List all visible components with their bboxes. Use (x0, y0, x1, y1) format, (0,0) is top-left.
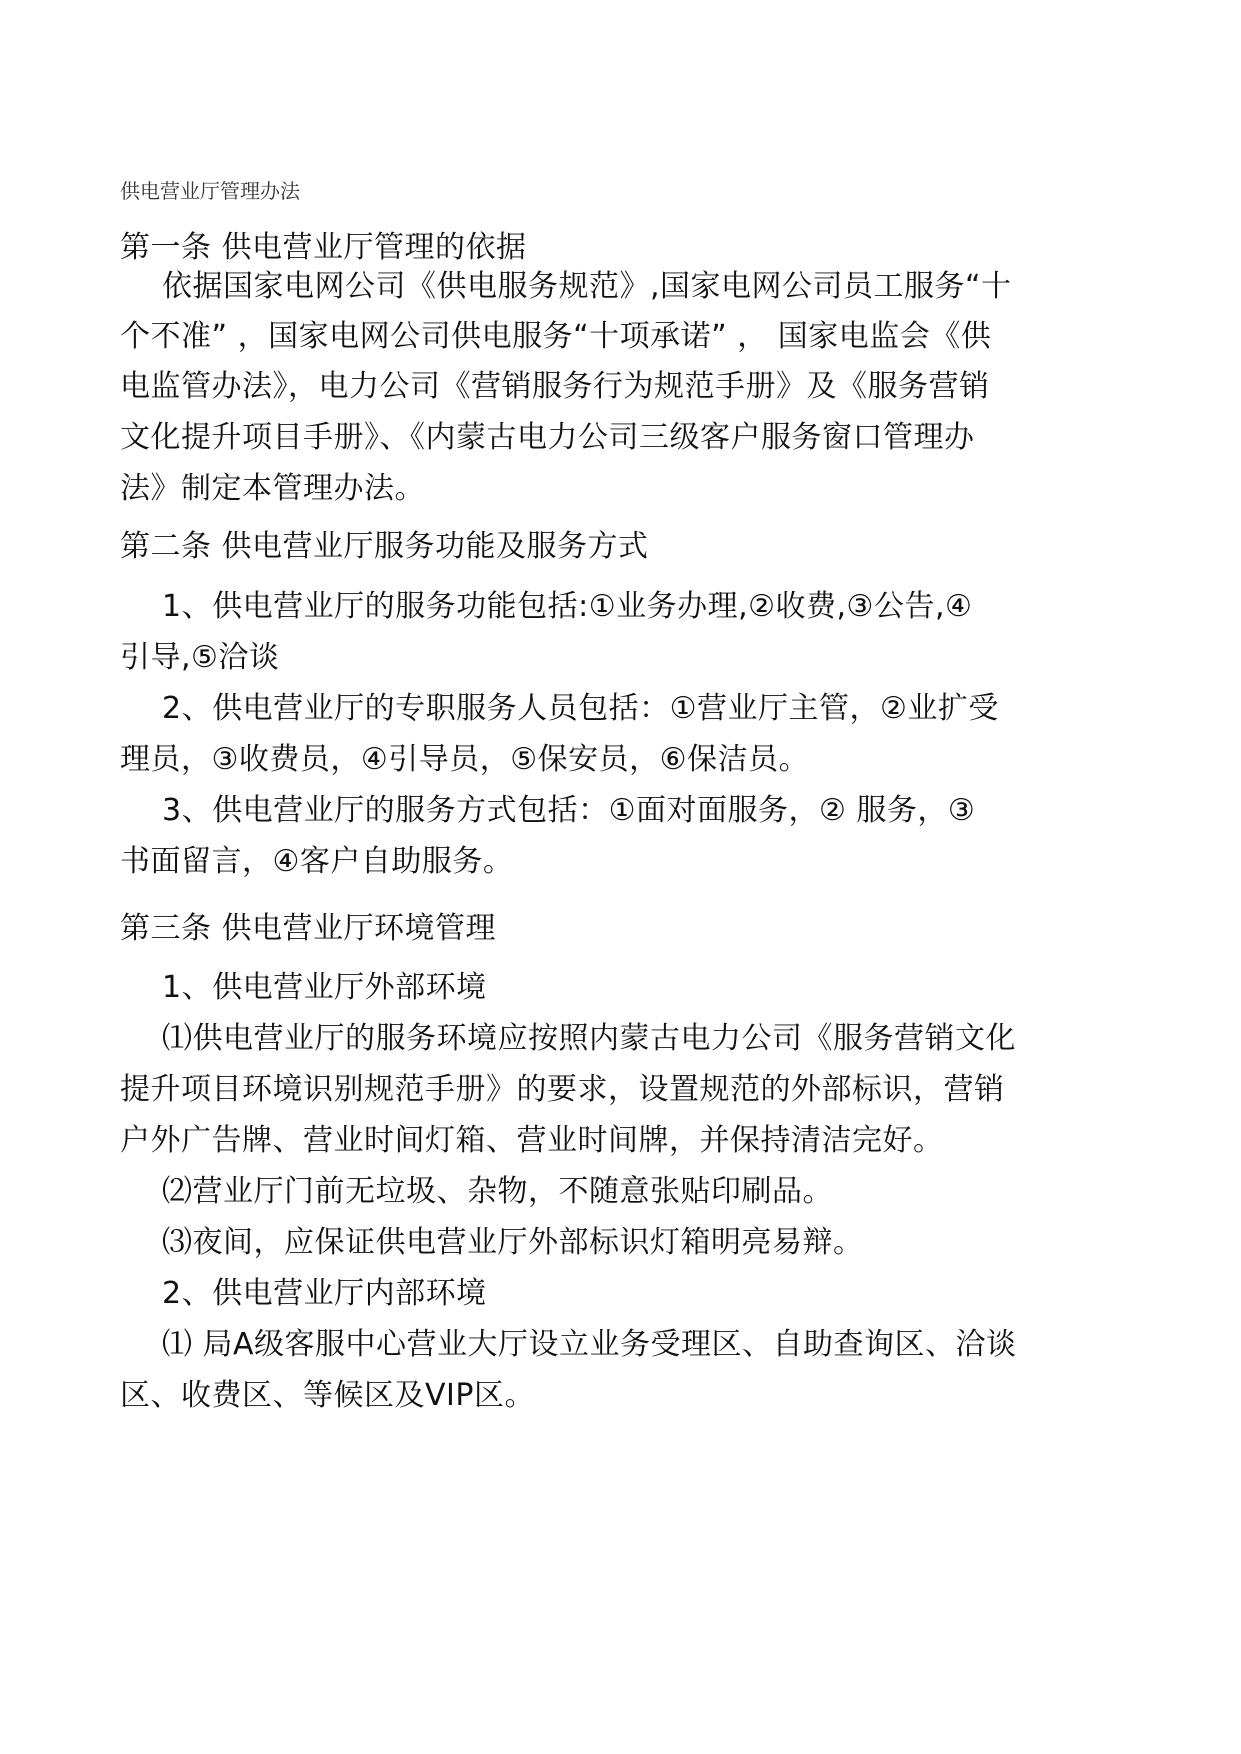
article-1-paragraph-line-2: 个不准” ，国家电网公司供电服务“十项承诺” ， 国家电监会《供 (120, 319, 992, 354)
article-3-section-1-item-1-line-1: ⑴供电营业厅的服务环境应按照内蒙古电力公司《服务营销文化 (162, 1021, 1016, 1056)
article-3-section-2-item-1-line-2: 区、收费区、等候区及VIP区。 (120, 1378, 535, 1413)
article-2-item-1-line-1: 1、供电营业厅的服务功能包括:①业务办理,②收费,③公告,④ (162, 589, 973, 624)
article-3-section-1-item-2: ⑵营业厅门前无垃圾、杂物，不随意张贴印刷品。 (162, 1174, 833, 1209)
article-2-item-2-line-2: 理员，③收费员，④引导员，⑤保安员，⑥保洁员。 (120, 742, 810, 777)
article-2-item-1-line-2: 引导,⑤洽谈 (120, 640, 280, 675)
article-3-section-1-item-3: ⑶夜间，应保证供电营业厅外部标识灯箱明亮易辩。 (162, 1225, 864, 1260)
article-3-section-1-heading: 1、供电营业厅外部环境 (162, 970, 487, 1005)
article-2-item-3-line-2: 书面留言，④客户自助服务。 (120, 844, 514, 879)
article-2-item-2-line-1: 2、供电营业厅的专职服务人员包括：①营业厅主管，②业扩受 (162, 691, 999, 726)
article-3-section-1-item-1-line-3: 户外广告牌、营业时间灯箱、营业时间牌，并保持清洁完好。 (120, 1123, 944, 1158)
article-1-paragraph-line-5: 法》制定本管理办法。 (120, 471, 425, 506)
article-3-heading: 第三条 供电营业厅环境管理 (120, 911, 497, 946)
article-1-heading: 第一条 供电营业厅管理的依据 (120, 230, 527, 265)
article-3-section-2-item-1-line-1: ⑴ 局A级客服中心营业大厅设立业务受理区、自助查询区、洽谈 (162, 1327, 1017, 1362)
article-1-paragraph-line-3: 电监管办法》，电力公司《营销服务行为规范手册》及《服务营销 (120, 369, 990, 404)
article-1-paragraph-line-1: 依据国家电网公司《供电服务规范》,国家电网公司员工服务“十 (162, 269, 1012, 304)
article-1-paragraph-line-4: 文化提升项目手册》、《内蒙古电力公司三级客户服务窗口管理办 (120, 420, 975, 455)
article-3-section-2-heading: 2、供电营业厅内部环境 (162, 1276, 487, 1311)
article-2-heading: 第二条 供电营业厅服务功能及服务方式 (120, 529, 649, 564)
document-header-title: 供电营业厅管理办法 (120, 179, 300, 203)
article-3-section-1-item-1-line-2: 提升项目环境识别规范手册》的要求，设置规范的外部标识，营销 (120, 1072, 1005, 1107)
article-2-item-3-line-1: 3、供电营业厅的服务方式包括：①面对面服务，② 服务，③ (162, 793, 976, 828)
